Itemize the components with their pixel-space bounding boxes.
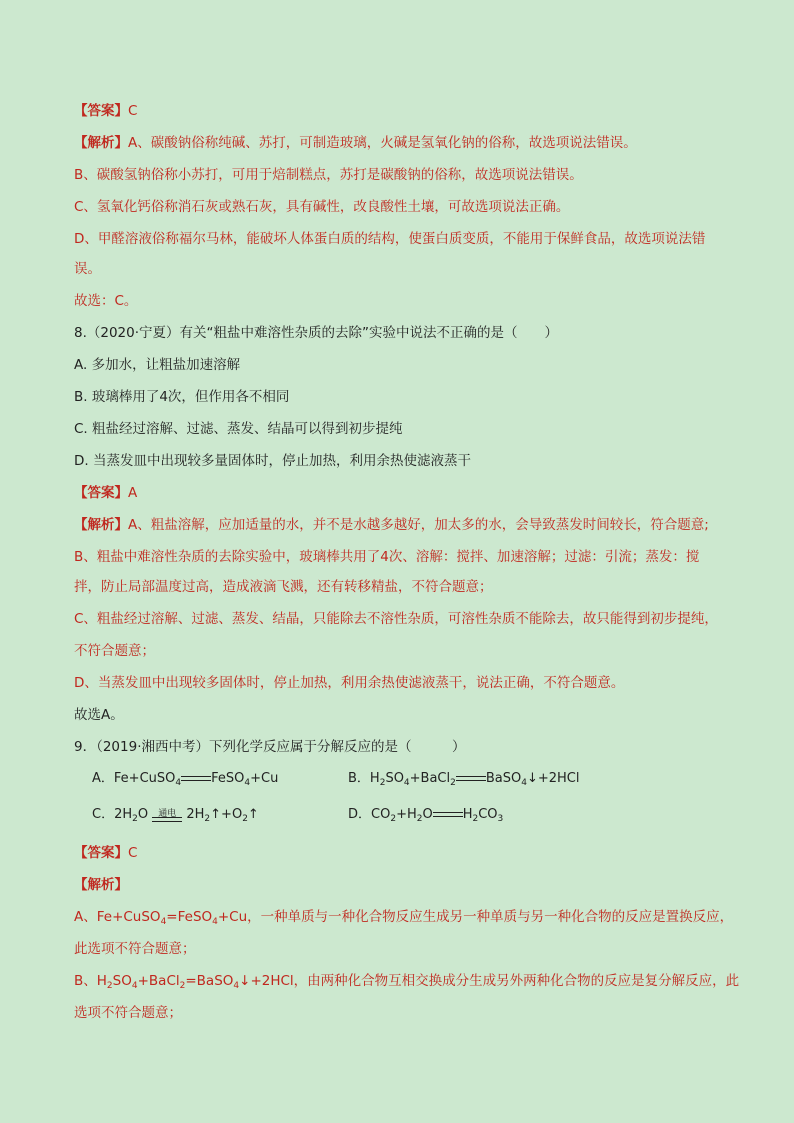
answer-tag: 【答案】 [74,845,128,861]
q8-analysis-c-line1: C、粗盐经过溶解、过滤、蒸发、结晶，只能除去不溶性杂质，可溶性杂质不能除去，故只能得到初步提纯， [74,611,718,627]
q8-analysis-a [74,515,709,535]
q8-conclusion: 故选A。 [74,707,124,723]
q8-answer-line [74,483,137,503]
formula-part: +H [396,807,417,822]
q8-analysis-d: D、当蒸发皿中出现较多固体时，停止加热，利用余热使滤液蒸干，说法正确，不符合题意。 [74,675,625,691]
subscript: 2 [242,814,248,824]
formula-part: H [462,807,473,822]
subscript: 2 [450,778,456,788]
formula-part: Fe+CuSO [113,771,176,786]
analysis-tag: 【解析】 [74,135,128,151]
condition-text: 通电 [158,808,177,819]
q9-analysis-b-line2: 选项不符合题意； [74,1005,182,1021]
analysis-tag: 【解析】 [74,517,128,533]
analysis-part: A、Fe+CuSO [74,909,161,925]
formula-part: CO [478,807,498,822]
equals-sign [433,812,463,817]
formula-part: CO [371,807,391,822]
analysis-part: B、H [74,973,107,989]
q8-analysis-b-line1: B、粗盐中难溶性杂质的去除实验中，玻璃棒共用了4次、溶解：搅拌、加速溶解；过滤：引流；蒸发：搅 [74,549,700,565]
subscript: 4 [403,778,410,788]
reaction-condition [152,808,182,822]
subscript: 2 [379,778,386,788]
q9-analysis-a-line1 [74,907,733,927]
formula-part: ↑+O [210,807,243,822]
q9-option-d [348,805,503,825]
formula-part: FeSO [211,771,245,786]
subscript: 4 [244,778,251,788]
analysis-text: A、粗盐溶解，应加适量的水，并不是水越多越好，加太多的水，会导致蒸发时间较长，符合题意; [128,517,709,533]
subscript: 2 [179,981,186,991]
q8-analysis-c-line2: 不符合题意； [74,643,155,659]
analysis-part: +BaCl [137,973,180,989]
formula-part: O [422,807,433,822]
option-label: A． [92,771,114,786]
analysis-part: ↓+2HCl，由两种化合物互相交换成分生成另外两种化合物的反应是复分解反应，此 [239,973,740,989]
q8-stem: 8.（2020·宁夏）有关“粗盐中难溶性杂质的去除”实验中说法不正确的是（ ） [74,325,559,341]
subscript: 4 [212,917,218,927]
q7-conclusion: 故选：C。 [74,293,138,309]
answer-value: A [128,485,138,501]
subscript: 2 [132,814,138,824]
analysis-text: A、碳酸钠俗称纯碱、苏打，可制造玻璃，火碱是氢氧化钠的俗称，故选项说法错误。 [128,135,637,151]
formula-part: O [137,807,149,822]
subscript: 4 [175,778,182,788]
analysis-part: =FeSO [166,909,213,925]
formula-part: BaSO [485,771,522,786]
q9-option-a [92,769,278,789]
subscript: 2 [106,981,113,991]
analysis-part: =BaSO [185,973,234,989]
subscript: 2 [472,814,479,824]
q9-stem: 9．（2019·湘西中考）下列化学反应属于分解反应的是（ ） [74,739,466,755]
analysis-tag: 【解析】 [74,877,128,893]
formula-part: ↓+2HCl [526,771,580,786]
subscript: 4 [131,981,138,991]
analysis-part: SO [112,973,132,989]
option-label: D． [348,807,372,822]
q7-analysis-d-line1: D、甲醛溶液俗称福尔马林，能破坏人体蛋白质的结构，使蛋白质变质，不能用于保鲜食品，故选项说法错 [74,231,706,247]
formula-part: 2H [114,807,133,822]
q9-option-b [348,769,580,789]
q9-option-c [92,805,259,825]
subscript: 2 [204,814,211,824]
q7-answer-line [74,101,137,121]
q9-analysis-b-line1 [74,971,739,991]
option-label: B． [348,771,370,786]
formula-part: ↑ [247,807,259,822]
q7-analysis-a [74,133,637,153]
q8-option-a: A. 多加水，让粗盐加速溶解 [74,357,241,373]
subscript: 4 [521,778,527,788]
q7-analysis-d-line2: 误。 [74,261,101,277]
subscript: 2 [416,814,423,824]
subscript: 3 [497,814,504,824]
q9-analysis-a-line2: 此选项不符合题意； [74,941,196,957]
subscript: 4 [160,917,167,927]
q8-option-c: C. 粗盐经过溶解、过滤、蒸发、结晶可以得到初步提纯 [74,421,403,437]
q9-answer-line [74,843,137,863]
formula-part: +BaCl [409,771,451,786]
formula-part: H [369,771,380,786]
q8-option-d: D. 当蒸发皿中出现较多量固体时，停止加热，利用余热使滤液蒸干 [74,453,471,469]
formula-part: +Cu [250,771,279,786]
formula-part: SO [385,771,404,786]
answer-value: C [128,845,138,861]
q7-analysis-c: C、氢氧化钙俗称消石灰或熟石灰，具有碱性，改良酸性土壤，可故选项说法正确。 [74,199,570,215]
equals-sign [181,776,211,781]
analysis-part: +Cu，一种单质与一种化合物反应生成另一种单质与另一种化合物的反应是置换反应， [217,909,734,925]
answer-tag: 【答案】 [74,103,128,119]
answer-tag: 【答案】 [74,485,128,501]
q8-analysis-b-line2: 拌，防止局部温度过高，造成液滴飞溅，还有转移精盐，不符合题意； [74,579,493,595]
q8-option-b: B. 玻璃棒用了4次，但作用各不相同 [74,389,290,405]
formula-part: 2H [186,807,205,822]
subscript: 2 [390,814,397,824]
option-label: C． [92,807,115,822]
q7-analysis-b: B、碳酸氢钠俗称小苏打，可用于焙制糕点，苏打是碳酸钠的俗称，故选项说法错误。 [74,167,583,183]
subscript: 4 [233,981,240,991]
answer-value: C [128,103,138,119]
q9-analysis-tag-line [74,875,128,895]
equals-sign [456,776,486,781]
equals-sign [152,817,182,822]
